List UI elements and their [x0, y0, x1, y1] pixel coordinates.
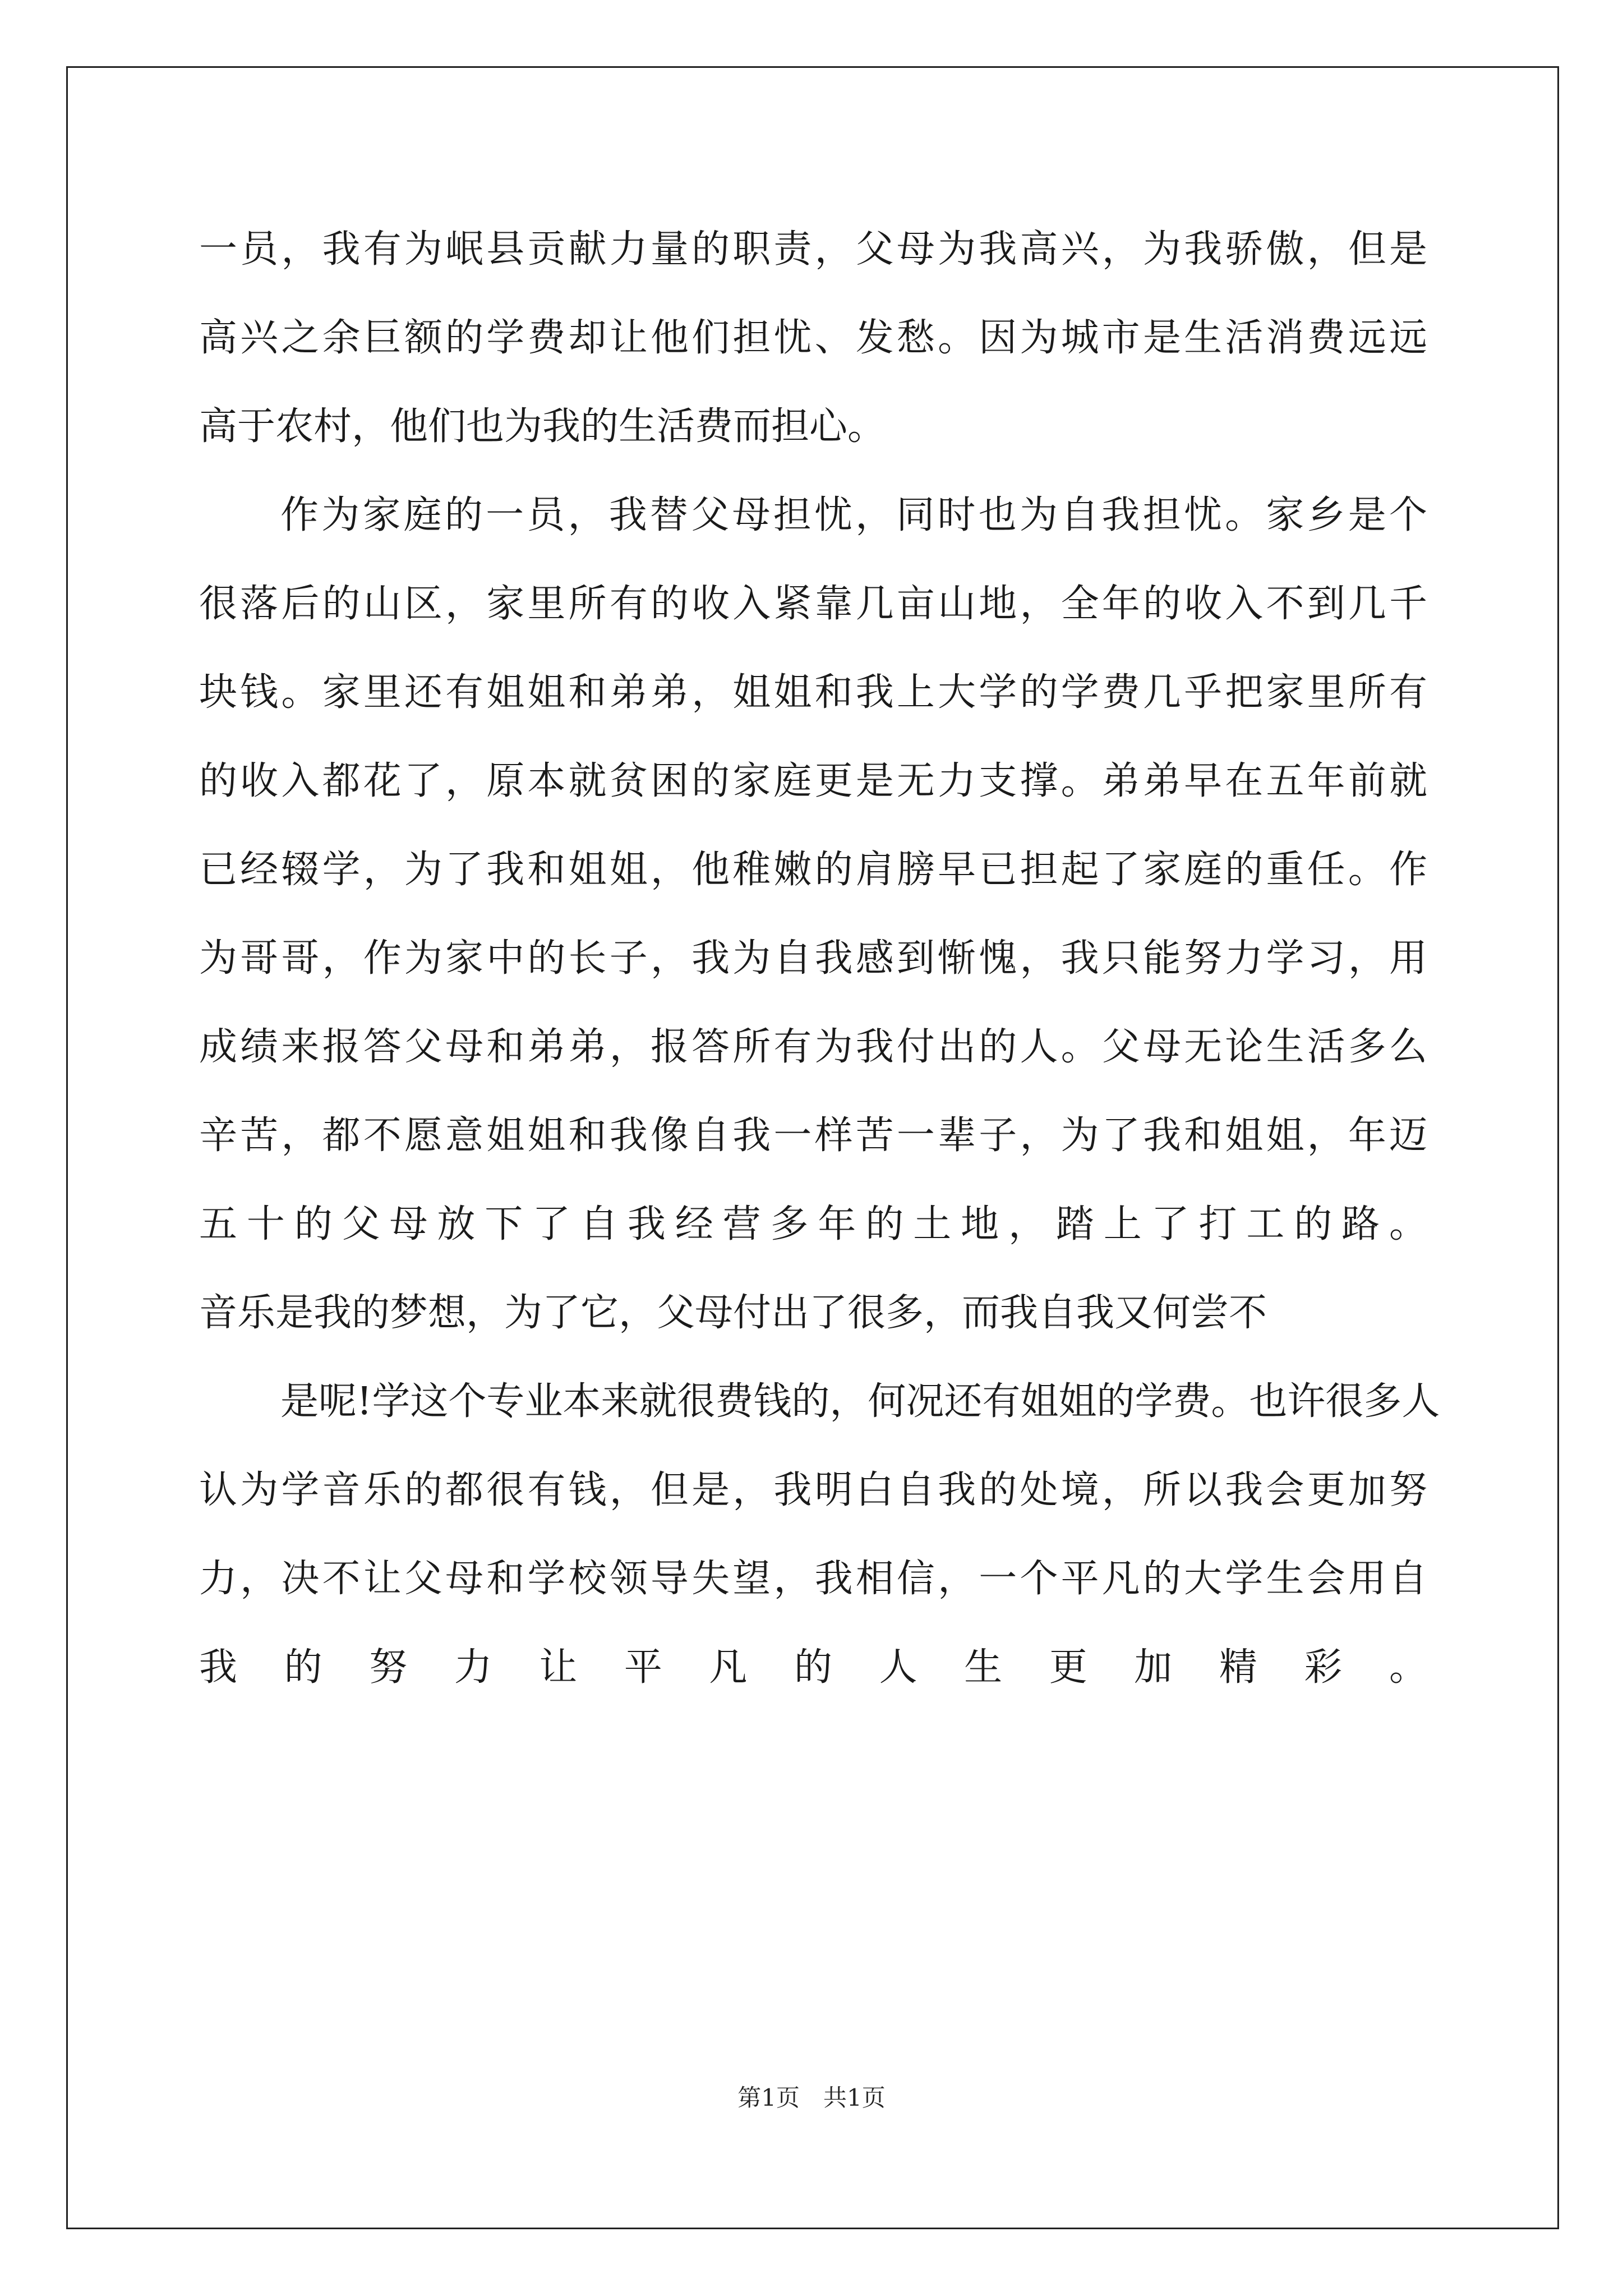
paragraph-line: 一员，我有为岷县贡献力量的职责，父母为我高兴，为我骄傲，但是 — [199, 227, 1427, 272]
paragraph-line: 高兴之余巨额的学费却让他们担忧、发愁。因为城市是生活消费远远 — [199, 316, 1427, 360]
paragraph-line: 已经辍学，为了我和姐姐，他稚嫩的肩膀早已担起了家庭的重任。作 — [199, 848, 1427, 892]
paragraph-line: 力，决不让父母和学校领导失望，我相信，一个平凡的大学生会用自 — [199, 1557, 1427, 1601]
paragraph-line: 高于农村，他们也为我的生活费而担心。 — [199, 404, 886, 449]
paragraph-line: 为哥哥，作为家中的长子，我为自我感到惭愧，我只能努力学习，用 — [199, 936, 1427, 981]
paragraph-line: 认为学音乐的都很有钱，但是，我明白自我的处境，所以我会更加努 — [199, 1468, 1427, 1512]
paragraph-line: 我的努力让平凡的人生更加精彩。 — [199, 1645, 1427, 1690]
paragraph-line: 成绩来报答父母和弟弟，报答所有为我付出的人。父母无论生活多么 — [199, 1025, 1427, 1069]
paragraph-line: 是呢!学这个专业本来就很费钱的，何况还有姐姐的学费。也许很多人 — [280, 1379, 1440, 1424]
paragraph-line: 的收入都花了，原本就贫困的家庭更是无力支撑。弟弟早在五年前就 — [199, 759, 1427, 803]
paragraph-line: 很落后的山区，家里所有的收入紧靠几亩山地，全年的收入不到几千 — [199, 582, 1427, 626]
paragraph-line: 块钱。家里还有姐姐和弟弟，姐姐和我上大学的学费几乎把家里所有 — [199, 670, 1427, 715]
page-footer: 第1页 共1页 — [737, 2084, 886, 2111]
paragraph-line: 音乐是我的梦想，为了它，父母付出了很多，而我自我又何尝不 — [199, 1291, 1267, 1335]
paragraph-line: 辛苦，都不愿意姐姐和我像自我一样苦一辈子，为了我和姐姐，年迈 — [199, 1114, 1427, 1158]
paragraph-line: 五十的父母放下了自我经营多年的土地，踏上了打工的路。 — [199, 1202, 1427, 1246]
paragraph-line: 作为家庭的一员，我替父母担忧，同时也为自我担忧。家乡是个 — [280, 493, 1427, 537]
